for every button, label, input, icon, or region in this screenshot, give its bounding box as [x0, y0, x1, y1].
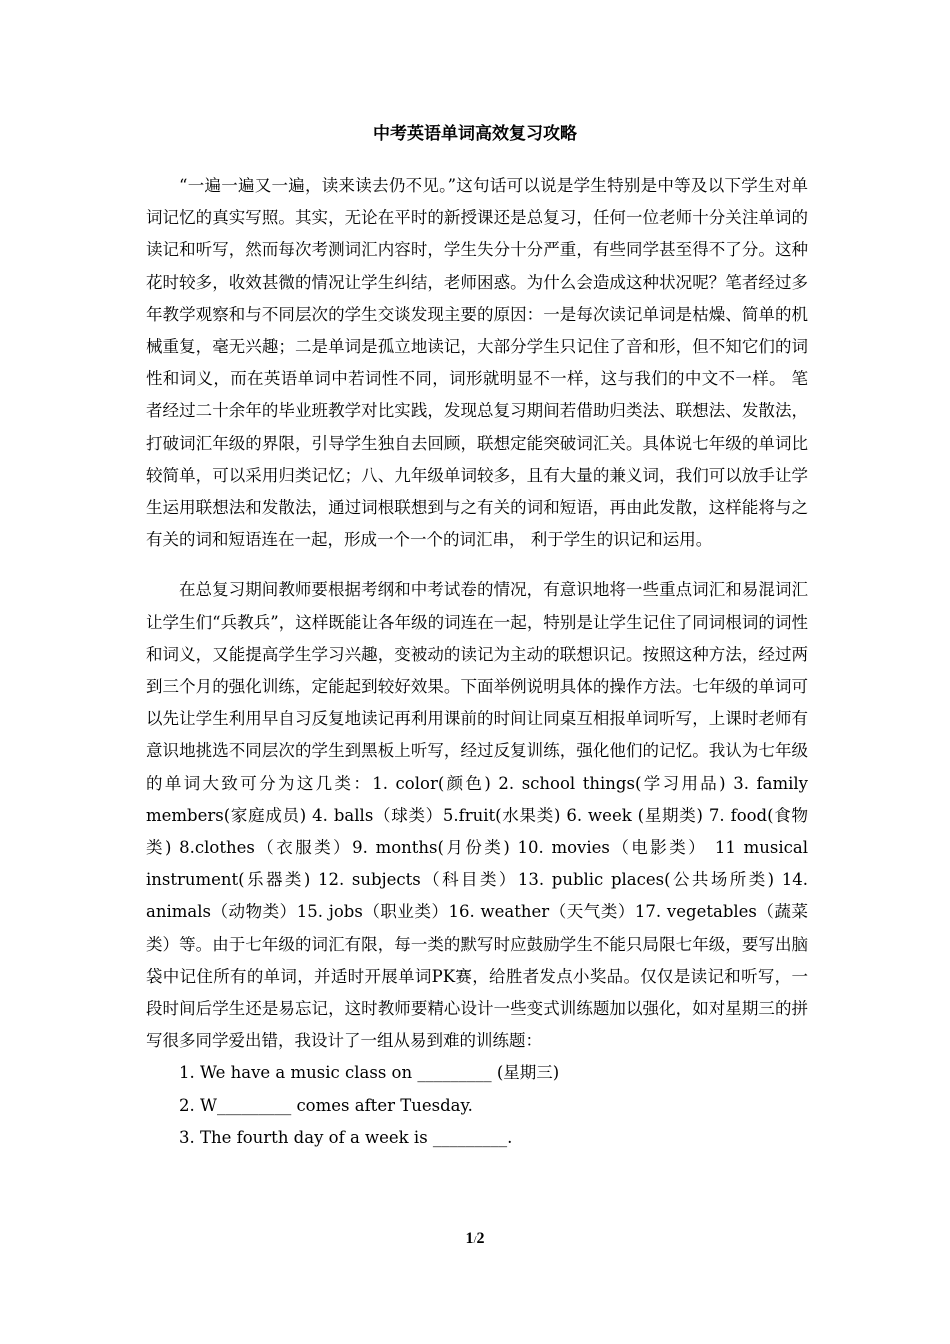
document-title: 中考英语单词高效复习攻略 [373, 124, 577, 144]
paragraph-method: 在总复习期间教师要根据考纲和中考试卷的情况，有意识地将一些重点词汇和易混词汇让学生们“兵教兵”，这样既能让各年级的词连在一起，特别是让学生记住了同词根词的词性和词义，又能提高学生学习兴趣，变被动的读记为主动的联想识记。按照这种方法，经过两到三个月的强化训练，定能起到较好效果。下面举例说明具体的操作方法。七年级的单词可以先让学生利用早自习反复地读记再利用课前的时间让同桌互相报单词听写，上课时老师有意识地挑选不同层次的学生到黑板上听写，经过反复训练，强化他们的记忆。我认为七年级的单词大致可分为这几类：1. color(颜色) 2. school things(学习用品) 3. family members(家庭成员) 4. balls（球类）5.fruit(水果类) 6. week (星期类) 7. food(食物类) 8.clothes（衣服类）9. months(月份类) 10. movies（电影类） 11 musical instrument(乐器类) 12. subjects（科目类）13. public places(公共场所类) 14. animals（动物类）15. jobs（职业类）16. weather（天气类）17. vegetables（蔬菜类）等。由于七年级的词汇有限，每一类的默写时应鼓励学生不能只局限七年级，要写出脑袋中记住所有的单词，并适时开展单词PK赛，给胜者发点小奖品。仅仅是读记和听写，一段时间后学生还是易忘记，这时教师要精心设计一些变式训练题加以强化，如对星期三的拼写很多同学爱出错，我设计了一组从易到难的训练题： [146, 580, 808, 1051]
document-body [146, 170, 808, 1154]
paragraph-intro: “一遍一遍又一遍，读来读去仍不见。”这句话可以说是学生特别是中等及以下学生对单词记忆的真实写照。其实，无论在平时的新授课还是总复习，任何一位老师十分关注单词的读记和听写，然而每次考测词汇内容时，学生失分十分严重，有些同学甚至得不了分。这种花时较多，收效甚微的情况让学生纠结，老师困惑。为什么会造成这种状况呢？笔者经过多年教学观察和与不同层次的学生交谈发现主要的原因：一是每次读记单词是枯燥、简单的机械重复，毫无兴趣；二是单词是孤立地读记，大部分学生只记住了音和形，但不知它们的词性和词义，而在英语单词中若词性不同，词形就明显不一样，这与我们的中文不一样。 笔者经过二十余年的毕业班教学对比实践，发现总复习期间若借助归类法、联想法、发散法，打破词汇年级的界限，引导学生独自去回顾，联想定能突破词汇关。具体说七年级的单词比较简单，可以采用归类记忆；八、九年级单词较多，且有大量的兼义词，我们可以放手让学生运用联想法和发散法，通过词根联想到与之有关的词和短语，再由此发散，这样能将与之有关的词和短语连在一起，形成一个一个的词汇串， 利于学生的识记和运用。 [146, 176, 808, 550]
current-page-number: 1 [465, 1230, 474, 1247]
exercise-item: 2. W_________ comes after Tuesday. [179, 1095, 473, 1115]
total-pages-number: 2 [476, 1230, 485, 1247]
exercise-item: 3. The fourth day of a week is _________. [179, 1127, 513, 1147]
page-separator: / [473, 1234, 477, 1246]
page-number [0, 1227, 950, 1252]
exercise-item: 1. We have a music class on _________ (星期三) [179, 1063, 560, 1083]
